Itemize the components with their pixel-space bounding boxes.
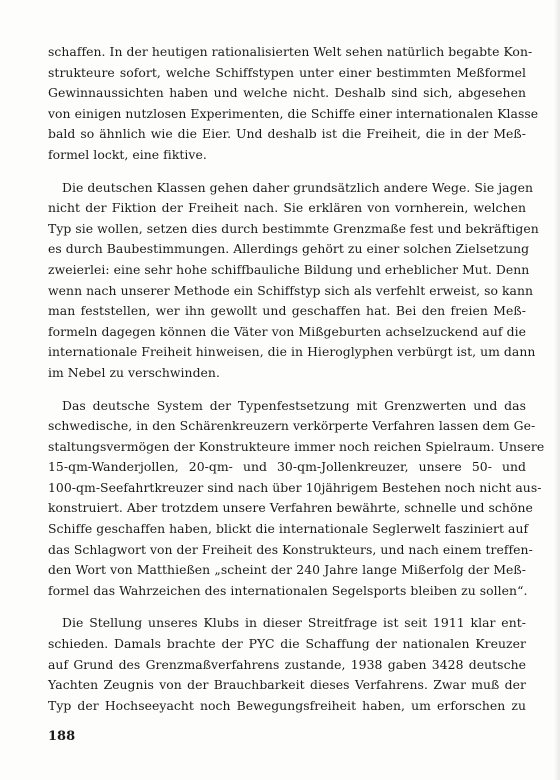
paragraph-1 xyxy=(48,42,539,166)
text-line: 100-qm-Seefahrtkreuzer sind nach über 10jährigem Bestehen noch nicht aus- xyxy=(48,479,542,495)
text-line: Das deutsche System der Typenfestsetzung mit Grenzwerten und das xyxy=(62,397,526,413)
text-line: auf Grund des Grenzmaßverfahrens zustande, 1938 gaben 3428 deutsche xyxy=(48,656,526,672)
text-line: formel lockt, eine fiktive. xyxy=(48,146,207,162)
text-line: Yachten Zeugnis von der Brauchbarkeit dieses Verfahrens. Zwar muß der xyxy=(48,677,526,693)
text-line: von einigen nutzlosen Experimenten, die Schiffe einer internationalen Klasse xyxy=(48,105,539,121)
text-line: wenn nach unserer Methode ein Schiffstyp sich als verfehlt erweist, so kann xyxy=(48,282,534,298)
text-line: formel das Wahrzeichen des internationalen Segelsports bleiben zu sollen“. xyxy=(48,582,528,598)
text-line: Die deutschen Klassen gehen daher grundsätzlich andere Wege. Sie jagen xyxy=(62,179,533,195)
text-line: nicht der Fiktion der Freiheit nach. Sie erklären von vornherein, welchen xyxy=(48,200,526,216)
text-line: schwedische, in den Schärenkreuzern verkörperte Verfahren lassen dem Ge- xyxy=(48,418,536,434)
page-edge-shadow xyxy=(554,0,560,780)
text-line: internationale Freiheit hinweisen, die in Hieroglyphen verbürgt ist, um dann xyxy=(48,344,536,360)
text-line: Typ sie wollen, setzen dies durch bestimmte Grenzmaße fest und bekräftigen xyxy=(48,220,539,236)
text-line: bald so ähnlich wie die Eier. Und deshalb ist die Freiheit, die in der Meß- xyxy=(48,126,526,142)
body-text xyxy=(48,42,545,728)
text-line: formeln dagegen können die Väter von Mißgeburten achselzuckend auf die xyxy=(48,323,526,339)
paragraph-2 xyxy=(48,178,539,384)
text-line: strukteure sofort, welche Schiffstypen unter einer bestimmten Meßformel xyxy=(48,64,526,80)
text-line: Gewinnaussichten haben und welche nicht. Deshalb sind sich, abgesehen xyxy=(48,85,526,101)
text-line: das Schlagwort von der Freiheit des Konstrukteurs, und nach einem treffen- xyxy=(48,541,533,557)
text-line: schaffen. In der heutigen rationalisierten Welt sehen natürlich begabte Kon- xyxy=(48,44,533,59)
text-line: den Wort von Matthießen „scheint der 240 Jahre lange Mißerfolg der Meß- xyxy=(48,562,526,578)
paragraph-4 xyxy=(48,613,526,716)
text-line: Die Stellung unseres Klubs in dieser Streitfrage ist seit 1911 klar ent- xyxy=(62,615,526,631)
text-line: man feststellen, wer ihn gewollt und geschaffen hat. Bei den freien Meß- xyxy=(48,303,526,319)
text-line: Typ der Hochseeyacht noch Bewegungsfreiheit haben, um erforschen zu xyxy=(48,697,526,713)
text-line: zweierlei: eine sehr hohe schiffbauliche Bildung und erheblicher Mut. Denn xyxy=(48,261,530,277)
text-line: 15-qm-Wanderjollen, 20-qm- und 30-qm-Jollenkreuzer, unsere 50- und xyxy=(48,459,526,475)
text-line: schieden. Damals brachte der PYC die Schaffung der nationalen Kreuzer xyxy=(48,636,526,652)
text-line: Schiffe geschaffen haben, blickt die internationale Seglerwelt fasziniert auf xyxy=(48,521,529,537)
paragraph-3 xyxy=(48,396,545,602)
page-number: 188 xyxy=(48,729,76,744)
text-line: es durch Baubestimmungen. Allerdings gehört zu einer solchen Zielsetzung xyxy=(48,241,530,257)
text-line: staltungsvermögen der Konstrukteure immer noch reichen Spielraum. Unsere xyxy=(48,438,545,454)
text-line: im Nebel zu verschwinden. xyxy=(48,364,220,380)
text-line: konstruiert. Aber trotzdem unsere Verfahren bewährte, schnelle und schöne xyxy=(48,500,533,516)
